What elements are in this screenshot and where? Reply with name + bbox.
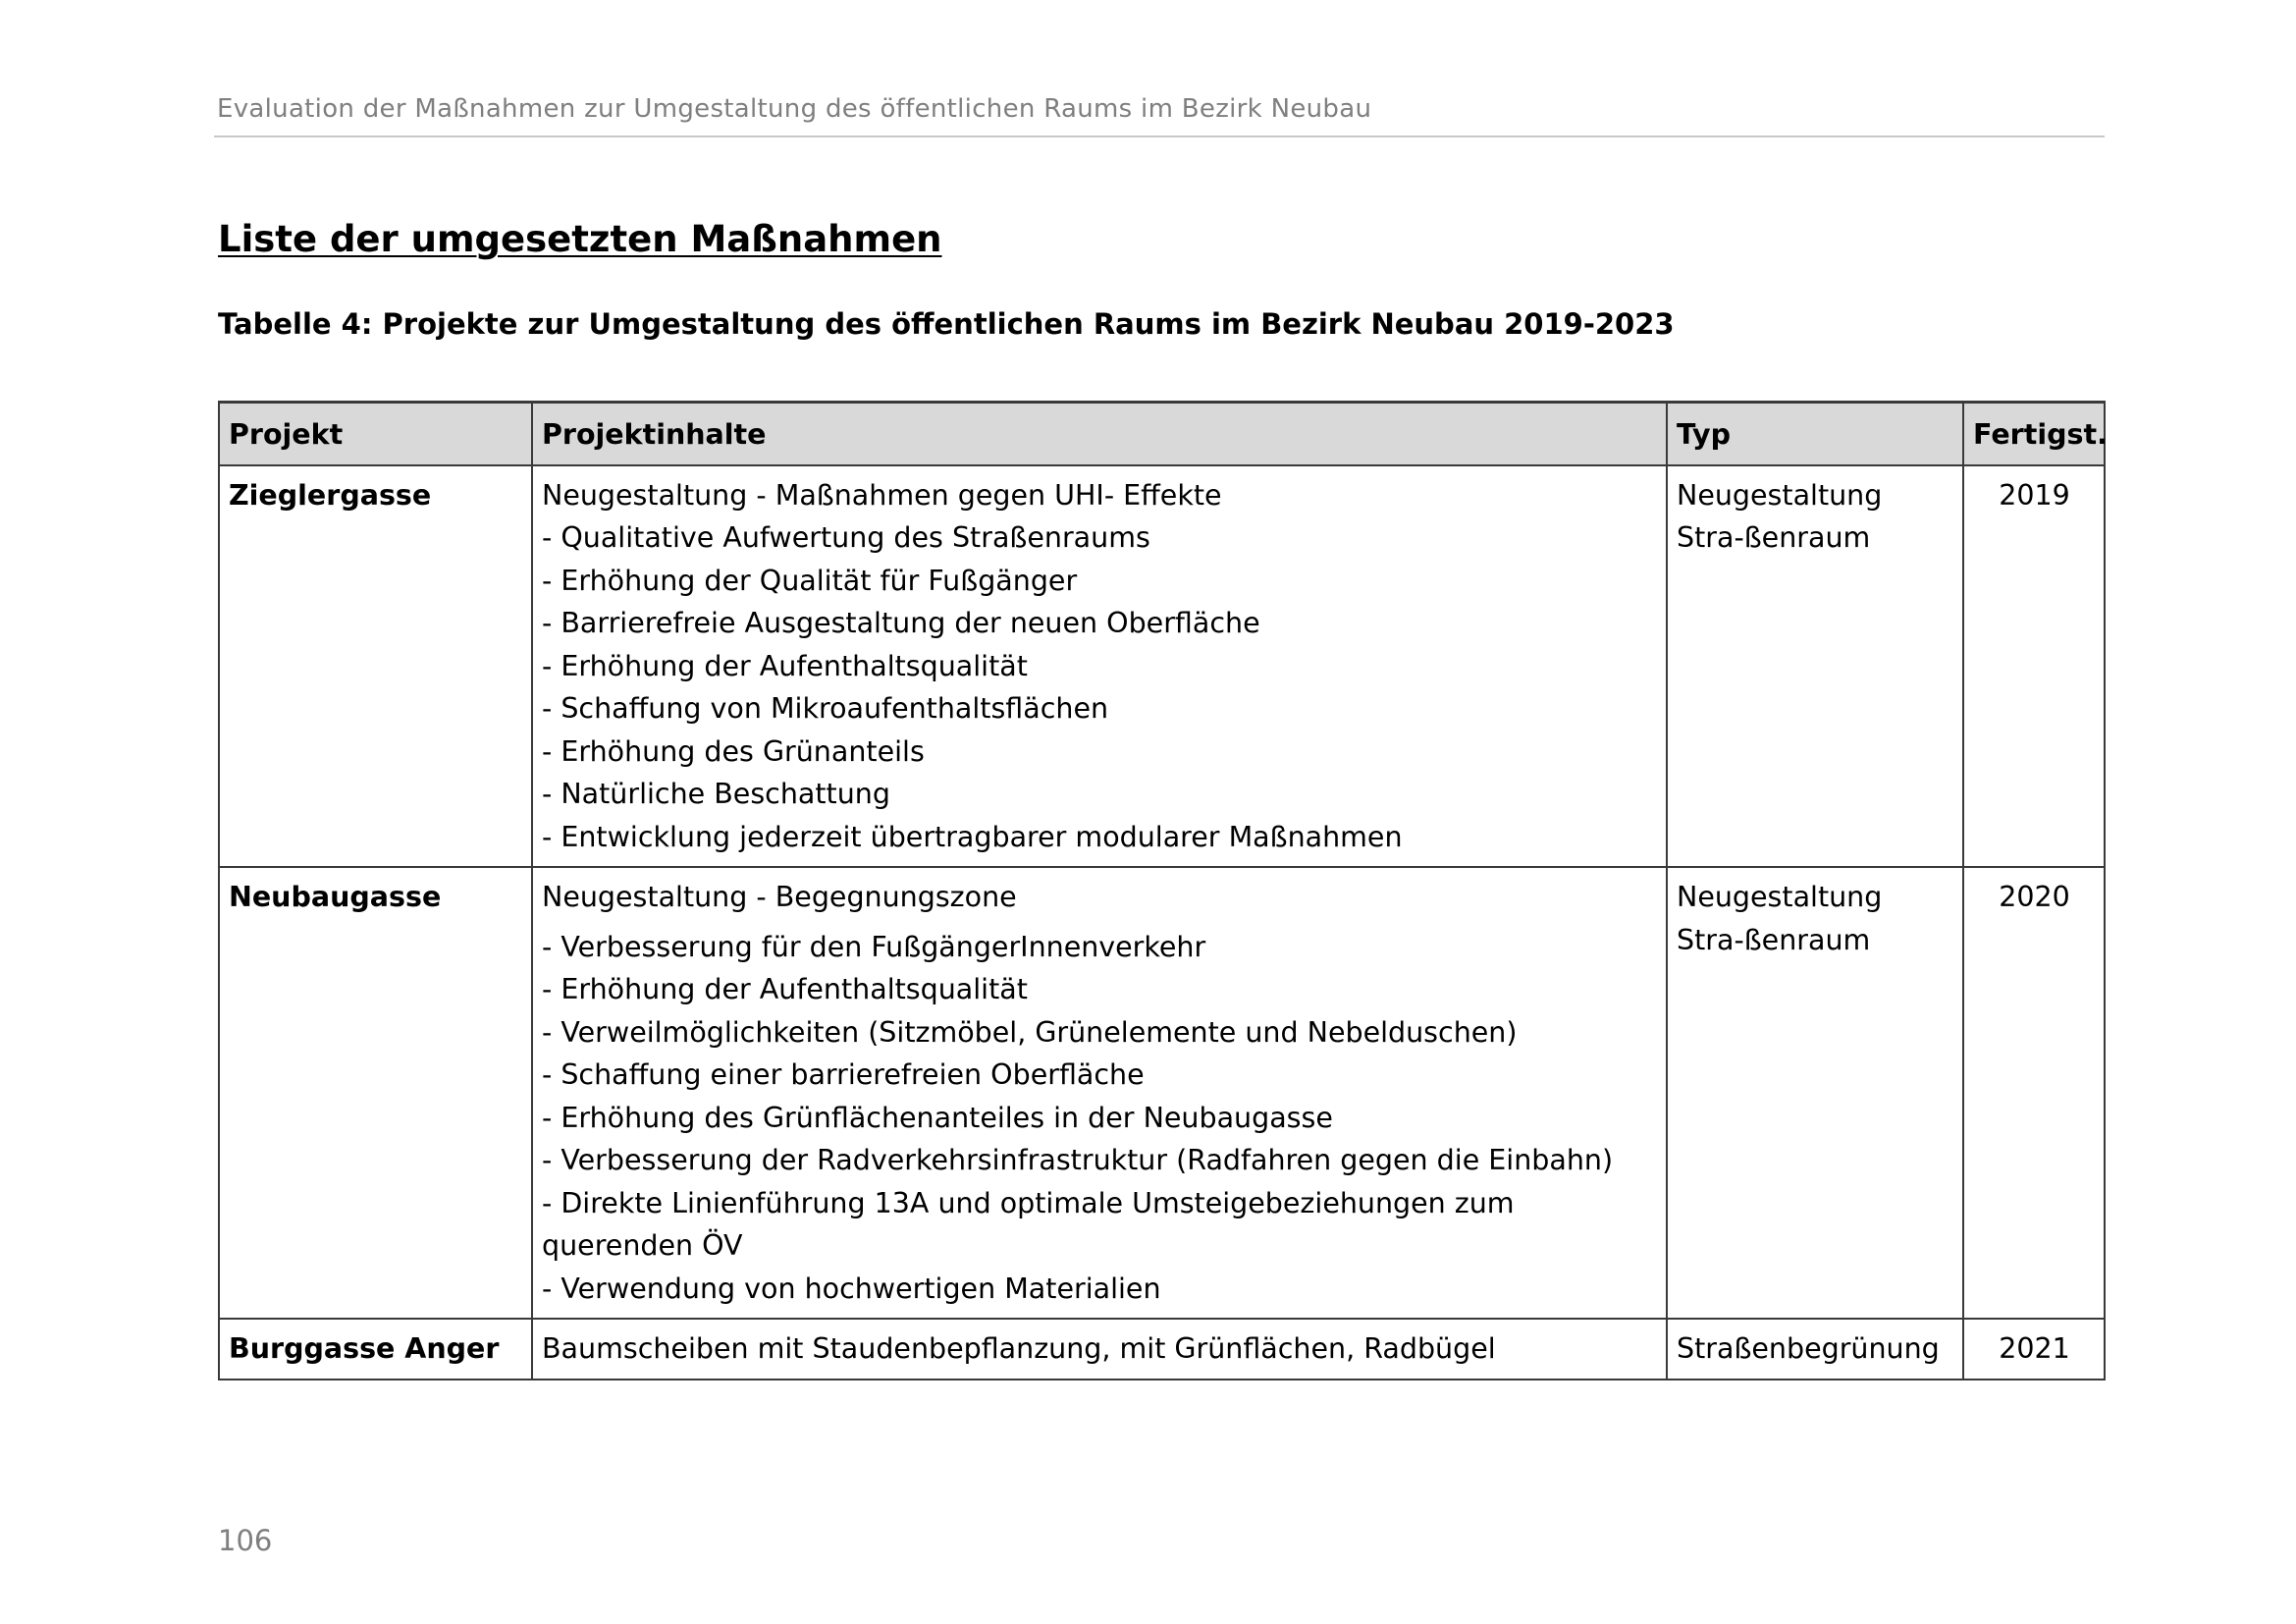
completion-year: 2020	[1963, 867, 2105, 1319]
project-type: Neugestaltung Stra-ßenraum	[1667, 465, 1963, 868]
project-content	[532, 465, 1667, 868]
content-title: Baumscheiben mit Staudenbepflanzung, mit Grünflächen, Radbügel	[542, 1332, 1496, 1365]
list-item: - Erhöhung der Aufenthaltsqualität	[542, 973, 1028, 1005]
list-item: - Schaffung von Mikroaufenthaltsflächen	[542, 692, 1109, 725]
project-name: Zieglergasse	[219, 465, 532, 868]
list-item: - Verbesserung für den FußgängerInnenverkehr	[542, 930, 1206, 963]
project-content	[532, 1319, 1667, 1380]
project-type: Straßenbegrünung	[1667, 1319, 1963, 1380]
list-item: - Verbesserung der Radverkehrsinfrastruktur (Radfahren gegen die Einbahn)	[542, 1144, 1614, 1176]
table-row	[219, 465, 2105, 868]
list-item: - Barrierefreie Ausgestaltung der neuen Oberfläche	[542, 607, 1260, 639]
list-item: - Verweilmöglichkeiten (Sitzmöbel, Grünelemente und Nebelduschen)	[542, 1015, 1518, 1049]
section-title: Liste der umgesetzten Maßnahmen	[218, 218, 942, 260]
header-fertigst: Fertigst.	[1963, 403, 2105, 465]
list-item: - Erhöhung der Aufenthaltsqualität	[542, 649, 1028, 682]
content-title: Neugestaltung - Maßnahmen gegen UHI- Effekte	[542, 478, 1222, 512]
project-name: Burggasse Anger	[219, 1319, 532, 1380]
page-number: 106	[218, 1524, 273, 1557]
table-caption: Tabelle 4: Projekte zur Umgestaltung des öffentlichen Raums im Bezirk Neubau 2019-2023	[218, 307, 1675, 341]
content-list	[542, 516, 1658, 858]
header-projekt: Projekt	[219, 403, 532, 465]
table-header-row	[219, 403, 2105, 465]
list-item: - Schaffung einer barrierefreien Oberfläche	[542, 1058, 1145, 1091]
header-divider	[214, 135, 2105, 137]
list-item: - Erhöhung des Grünanteils	[542, 734, 925, 768]
list-item: - Direkte Linienführung 13A und optimale Umsteigebeziehungen zum querenden ÖV	[542, 1186, 1515, 1262]
completion-year: 2021	[1963, 1319, 2105, 1380]
header-projektinhalte: Projektinhalte	[532, 403, 1667, 465]
running-header: Evaluation der Maßnahmen zur Umgestaltung des öffentlichen Raums im Bezirk Neubau	[217, 94, 1372, 124]
table-row	[219, 1319, 2105, 1380]
completion-year: 2019	[1963, 465, 2105, 868]
table-row	[219, 867, 2105, 1319]
list-item: - Entwicklung jederzeit übertragbarer modularer Maßnahmen	[542, 820, 1403, 853]
list-item: - Natürliche Beschattung	[542, 778, 890, 810]
project-content	[532, 867, 1667, 1319]
project-type: Neugestaltung Stra-ßenraum	[1667, 867, 1963, 1319]
project-name: Neubaugasse	[219, 867, 532, 1319]
list-item: - Erhöhung der Qualität für Fußgänger	[542, 564, 1078, 597]
list-item: - Erhöhung des Grünflächenanteiles in der Neubaugasse	[542, 1101, 1333, 1134]
header-typ: Typ	[1667, 403, 1963, 465]
projects-table	[218, 401, 2106, 1380]
list-item: - Qualitative Aufwertung des Straßenraums	[542, 521, 1150, 554]
content-title: Neugestaltung - Begegnungszone	[542, 881, 1017, 913]
list-item: - Verwendung von hochwertigen Materialien	[542, 1272, 1161, 1305]
content-list	[542, 926, 1658, 1311]
